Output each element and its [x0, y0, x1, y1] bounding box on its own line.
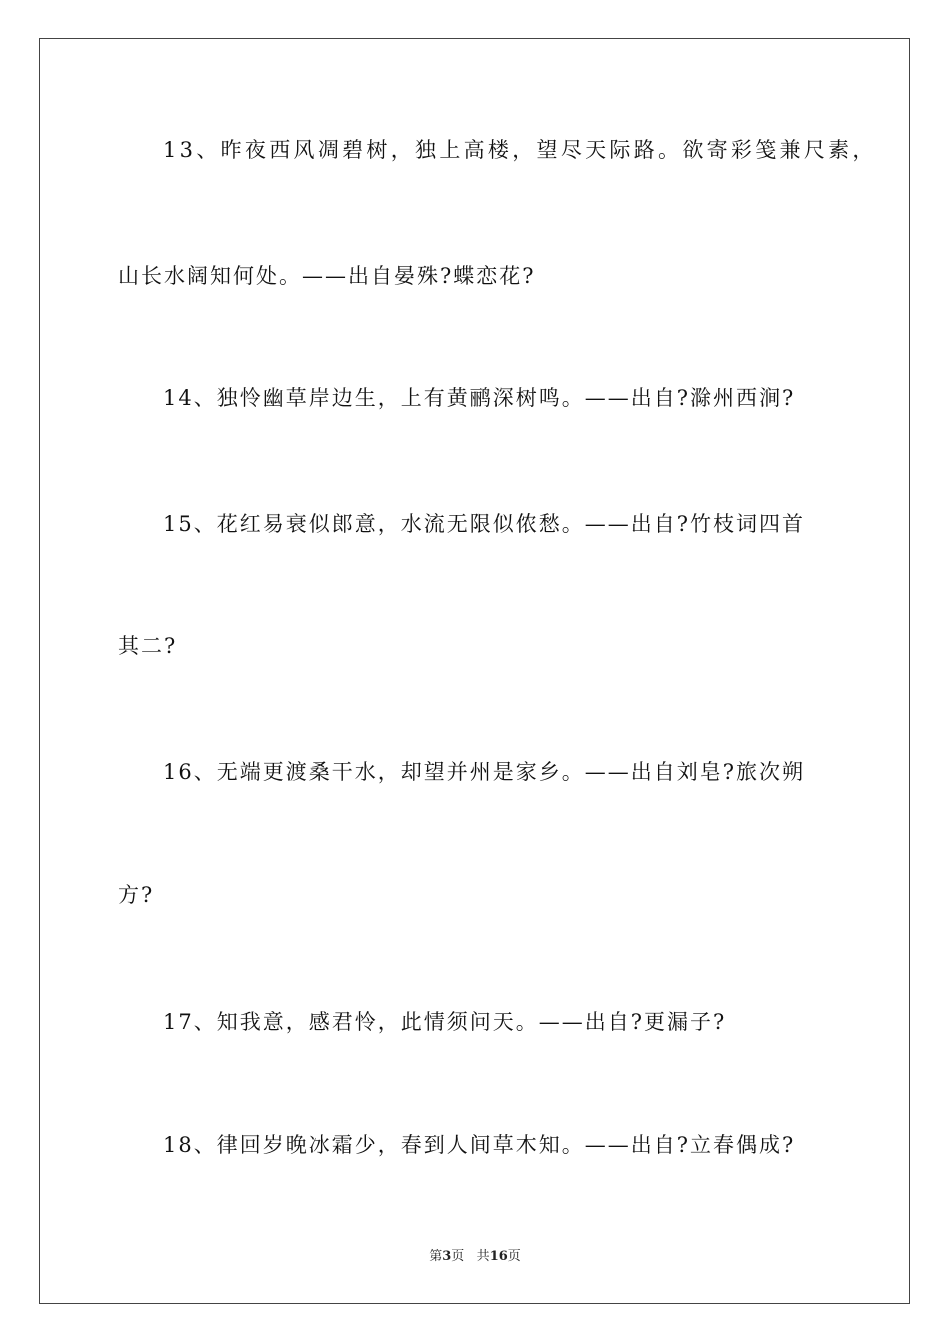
poem-line-13a: 13、昨夜西风凋碧树，独上高楼，望尽天际路。欲寄彩笺兼尺素，	[163, 138, 877, 162]
page-border	[39, 38, 910, 1304]
page-footer	[0, 1249, 950, 1265]
page-suffix: 页	[451, 1249, 465, 1264]
poem-line-14: 14、独怜幽草岸边生，上有黄鹂深树鸣。——出自?滁州西涧?	[163, 386, 796, 410]
total-prefix: 共	[476, 1249, 490, 1264]
total-suffix: 页	[507, 1249, 521, 1264]
poem-line-17: 17、知我意，感君怜，此情须问天。——出自?更漏子?	[163, 1010, 727, 1034]
poem-line-15a: 15、花红易衰似郎意，水流无限似侬愁。——出自?竹枝词四首	[163, 512, 805, 536]
page-prefix: 第	[429, 1249, 443, 1264]
poem-line-16b: 方?	[118, 883, 155, 907]
poem-line-18: 18、律回岁晚冰霜少，春到人间草木知。——出自?立春偶成?	[163, 1133, 796, 1157]
poem-line-15b: 其二?	[118, 634, 178, 658]
poem-line-16a: 16、无端更渡桑干水，却望并州是家乡。——出自刘皂?旅次朔	[163, 760, 805, 784]
total-pages: 16	[489, 1249, 508, 1264]
poem-line-13b: 山长水阔知何处。——出自晏殊?蝶恋花?	[118, 264, 536, 288]
page-number: 3	[442, 1249, 452, 1264]
